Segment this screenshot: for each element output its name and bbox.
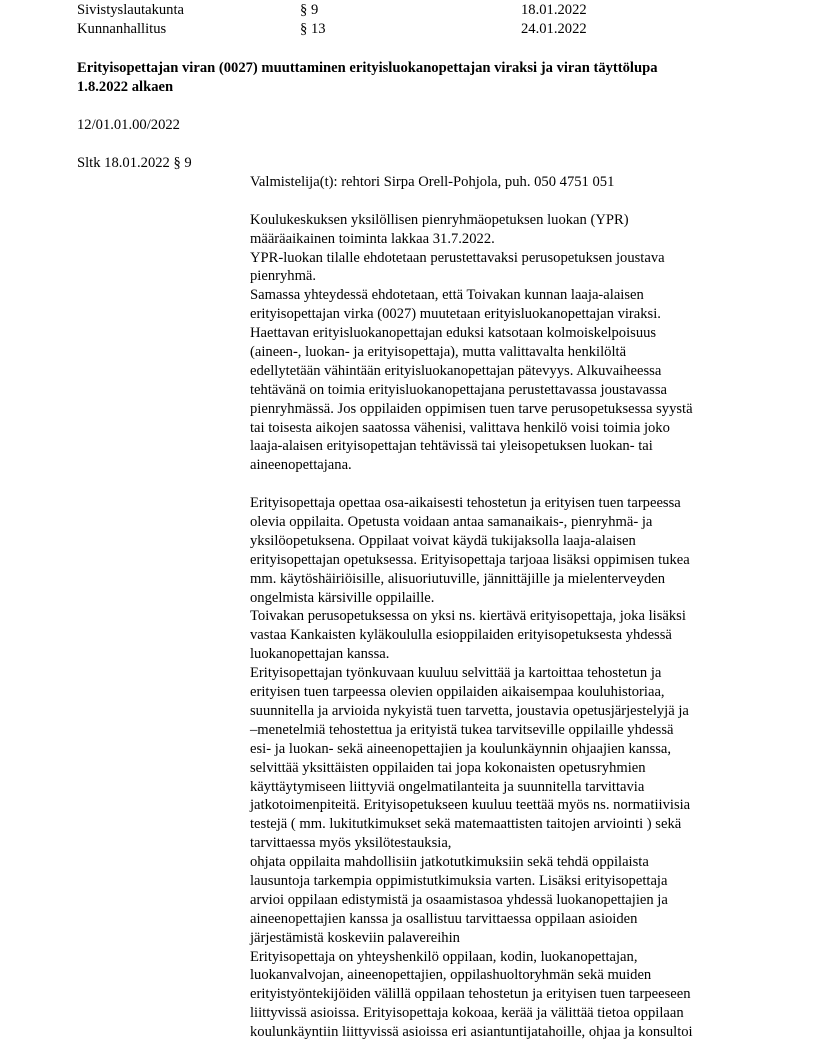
text-line: vastaa Kankaisten kyläkoululla esioppilaiden erityisopetuksesta yhdessä	[250, 627, 672, 644]
header-date: 24.01.2022	[521, 21, 587, 37]
header-section: § 13	[300, 21, 326, 37]
text-line: luokanvalvojan, aineenopettajien, oppilashuoltoryhmän sekä muiden	[250, 967, 652, 984]
text-line: Toivakan perusopetuksessa on yksi ns. kiertävä erityisopettaja, joka lisäksi	[250, 608, 686, 625]
text-line: YPR-luokan tilalle ehdotetaan perustettavaksi perusopetuksen joustava	[250, 249, 665, 266]
text-line: (aineen-, luokan- ja erityisopettaja), mutta valittavalta henkilöltä	[250, 344, 627, 361]
text-line: aineenopettajien kanssa ja osallistuu tarvittaessa oppilaan asioiden	[250, 910, 638, 927]
text-line: erityisen tuen tarpeessa olevien oppilaiden aikaisempaa kouluhistoriaa,	[250, 684, 665, 701]
paragraph-1	[250, 211, 750, 475]
text-line: edellytetään vähintään erityisluokanopettajan pätevyys. Alkuvaiheessa	[250, 362, 662, 379]
text-line: esi- ja luokan- sekä aineenopettajien ja koulunkäynnin ohjaajien kanssa,	[250, 740, 672, 757]
text-line: ohjata oppilaita mahdollisiin jatkotutkimuksiin sekä tehdä oppilaista	[250, 854, 649, 871]
preparer-line: Valmistelija(t): rehtori Sirpa Orell-Pohjola, puh. 050 4751 051	[250, 174, 615, 190]
text-line: selvittää yksittäisten oppilaiden tai jopa kokonaisten opetusryhmien	[250, 759, 646, 776]
text-line: Erityisopettaja opettaa osa-aikaisesti tehostetun ja erityisen tuen tarpeessa	[250, 495, 681, 512]
text-line: mm. käytöshäiriöisille, alisuoriutuville, jännittäjille ja mielenterveyden	[250, 570, 666, 587]
header-body-name: Sivistyslautakunta	[77, 2, 185, 18]
text-line: Koulukeskuksen yksilöllisen pienryhmäopetuksen luokan (YPR)	[250, 211, 629, 228]
text-line: Haettavan erityisluokanopettajan eduksi katsotaan kolmoiskelpoisuus	[250, 325, 657, 342]
text-line: Samassa yhteydessä ehdotetaan, että Toivakan kunnan laaja-alaisen	[250, 287, 644, 304]
meeting-reference: Sltk 18.01.2022 § 9	[77, 155, 192, 171]
text-line: testejä ( mm. lukitutkimukset sekä matemaattisten taitojen arviointi ) sekä	[250, 816, 682, 833]
text-line: suunnitella ja arvioida nykyistä tuen tarvetta, joustavia opetusjärjestelyjä ja	[250, 702, 689, 719]
text-line: laaja-alaisen erityisopettajan tehtävissä tai yleisopetuksen luokan- tai	[250, 438, 653, 455]
text-line: tai toisesta aikojen saatossa vähenisi, valittava henkilö voisi toimia joko	[250, 419, 670, 436]
text-line: erityisopettajan virka (0027) muutetaan erityisluokanopettajan viraksi.	[250, 306, 661, 323]
text-line: liittyvissä asioissa. Erityisopettaja kokoaa, kerää ja välittää tietoa oppilaan	[250, 1005, 684, 1022]
text-line: olevia oppilaita. Opetusta voidaan antaa samanaikais-, pienryhmä- ja	[250, 514, 653, 531]
text-line: erityisopettajan opetuksessa. Erityisopettaja tarjoaa lisäksi oppimisen tukea	[250, 551, 690, 568]
diary-number: 12/01.01.00/2022	[77, 117, 180, 133]
paragraph-2	[250, 494, 750, 1042]
body-text	[250, 173, 750, 1042]
header-date: 18.01.2022	[521, 2, 587, 18]
text-line: käyttäytymiseen liittyviä ongelmatilanteita ja suunnitella tarvittavia	[250, 778, 645, 795]
text-line: erityistyöntekijöiden välillä oppilaan tehostetun ja erityisen tuen tarpeeseen	[250, 986, 691, 1003]
text-line: lausuntoja tarkempia oppimistutkimuksia varten. Lisäksi erityisopettaja	[250, 872, 668, 889]
text-line: tehtävänä on toimia erityisluokanopettajana perustettavassa joustavassa	[250, 381, 668, 398]
text-line: Erityisopettaja on yhteyshenkilö oppilaan, kodin, luokanopettajan,	[250, 948, 638, 965]
text-line: järjestämistä koskeviin palavereihin	[250, 929, 460, 946]
document-title	[77, 59, 737, 97]
text-line: pienryhmässä. Jos oppilaiden oppimisen tuen tarve perusopetuksessa syystä	[250, 400, 693, 417]
text-line: pienryhmä.	[250, 268, 317, 285]
text-line: ongelmista kärsiville oppilaille.	[250, 589, 435, 606]
title-line: 1.8.2022 alkaen	[77, 79, 174, 95]
text-line: –menetelmiä tehostettua ja erityistä tukea tarvitseville oppilaille yhdessä	[250, 721, 674, 738]
text-line: Erityisopettajan työnkuvaan kuuluu selvittää ja kartoittaa tehostetun ja	[250, 665, 662, 682]
text-line: määräaikainen toiminta lakkaa 31.7.2022.	[250, 230, 495, 247]
header-section: § 9	[300, 2, 319, 18]
text-line: jatkotoimenpiteitä. Erityisopetukseen kuuluu teettää myös ns. normatiivisia	[250, 797, 691, 814]
title-line: Erityisopettajan viran (0027) muuttaminen erityisluokanopettajan viraksi ja viran täyttölupa	[77, 60, 658, 76]
text-line: yksilöopetuksena. Oppilaat voivat käydä tukijaksolla laaja-alaisen	[250, 532, 636, 549]
text-line: luokanopettajan kanssa.	[250, 646, 390, 663]
text-line: tarvittaessa myös yksilötestauksia,	[250, 835, 452, 852]
text-line: koulunkäyntiin liittyvissä asioissa eri asiantuntijatahoille, ohjaa ja konsultoi	[250, 1024, 693, 1041]
text-line: arvioi oppilaan edistymistä ja osaamistasoa yhdessä luokanopettajien ja	[250, 891, 668, 908]
header-body-name: Kunnanhallitus	[77, 21, 167, 37]
text-line: aineenopettajana.	[250, 457, 352, 474]
